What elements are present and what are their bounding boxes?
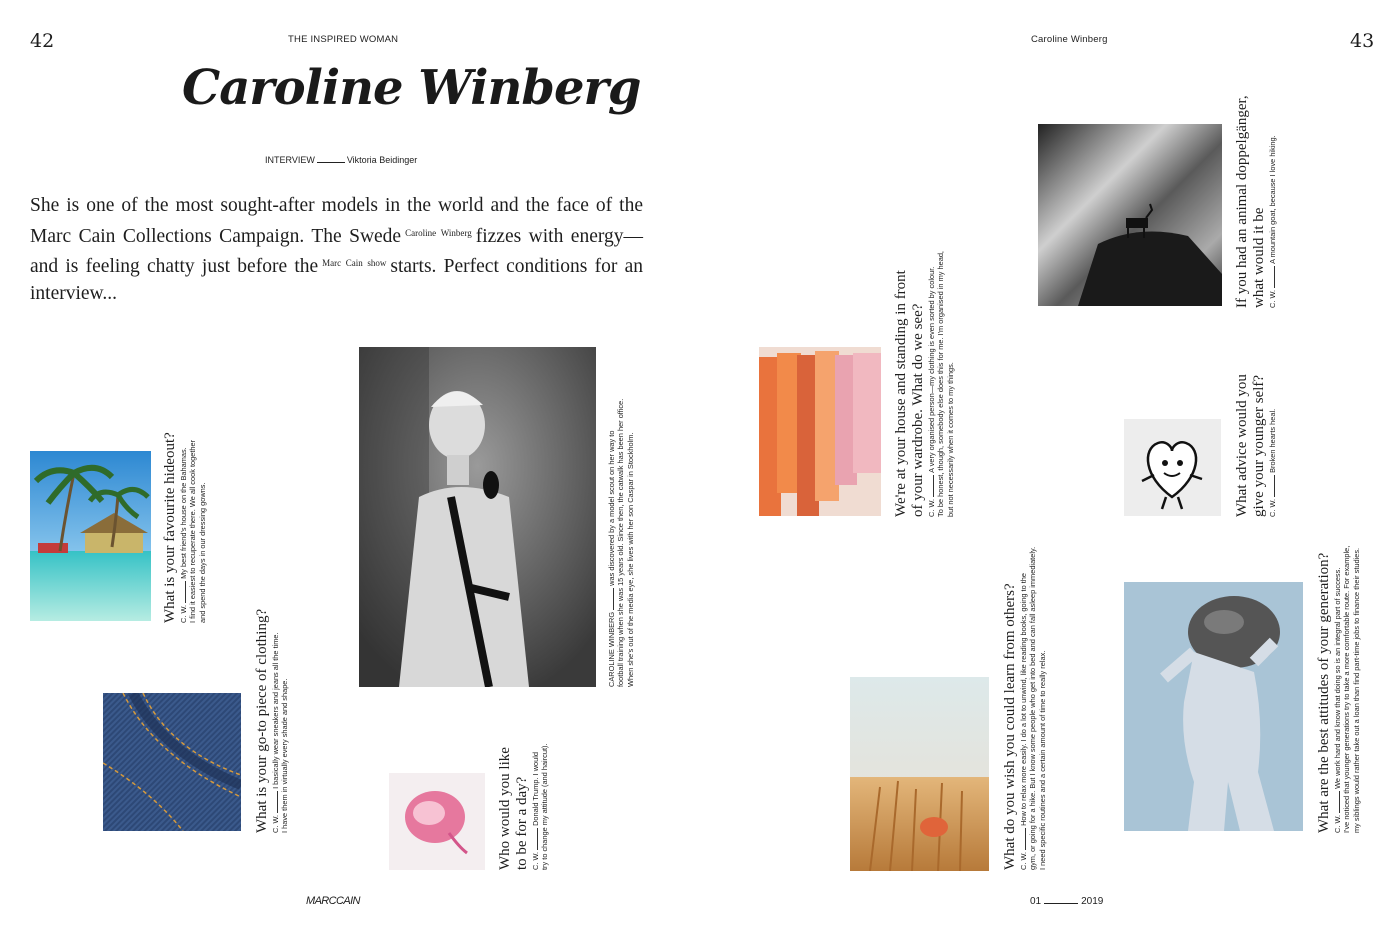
answer-hideout: C. W.My best friend's house on the Bahamas. I find it easiest to recuperate there. We all cook together and spend the days in our dressing gowns. — [179, 439, 207, 623]
credit-name: Viktoria Beidinger — [346, 155, 418, 165]
question-advice-2: give your younger self? — [1251, 374, 1267, 517]
credit-label: INTERVIEW — [265, 155, 315, 165]
answer-animal: C. W.A mountain goat, because I love hiking. — [1268, 135, 1277, 308]
qa-clothing — [254, 609, 290, 833]
article-title: Caroline Winberg — [182, 60, 641, 116]
answer-generation: C. W.We work hard and know that doing so is an integral part of success. I've noticed that younger generations try to take a more comfortable route. For example, my siblings would rather take out a loan than find part-time jobs to finance their studies. — [1333, 545, 1361, 833]
goat-photo — [1038, 124, 1222, 306]
qa-learn — [1002, 547, 1047, 870]
question-hideout: What is your favourite hideout? — [162, 432, 178, 623]
denim-photo — [103, 693, 241, 831]
beach-photo — [30, 451, 151, 621]
lead-annotation-show: Marc Cain show — [322, 258, 387, 268]
portrait-caption: CAROLINE WINBERGwas discovered by a model scout on her way to football training when she was 15 years old. Since then, the catwalk has been her office. When she's out of the media eye, she lives with her son Caspar in Stockholm. — [607, 398, 635, 687]
answer-learn: C. W.How to relax more easily. I do a lot to unwind, like reading books, going to the gym, or going for a hike. But I know some people who get into bed and can fall asleep immediately. I need specific routines and a certain amount of time to really relax. — [1019, 546, 1047, 870]
question-for-a-day-2: to be for a day? — [514, 776, 530, 870]
lead-paragraph: She is one of the most sought-after models in the world and the face of the Marc Cain Collections Campaign. The Swede $^{Caroline Winberg}$ fizzes with energy—and is feeling chatty just before the $^{Marc Cain show}$ starts. Perfect conditions for an interview... — [30, 195, 643, 304]
issue-label: 01 2019 — [1030, 896, 1104, 907]
qa-animal — [1234, 95, 1277, 308]
question-advice-1: What advice would you — [1234, 374, 1250, 517]
question-for-a-day-1: Who would you like — [497, 747, 513, 870]
page-number-left: 42 — [30, 30, 55, 52]
pink-photo — [389, 773, 485, 870]
article-credit — [265, 155, 417, 165]
question-animal-1: If you had an animal doppelgänger, — [1234, 95, 1250, 308]
marc-cain-logo: MARCCAIN — [306, 895, 360, 907]
lead-annotation-name: Caroline Winberg — [405, 227, 472, 238]
wheat-photo — [850, 677, 989, 871]
rock-carrier-photo — [1124, 582, 1303, 831]
heart-cartoon-photo — [1124, 419, 1221, 516]
running-header-right: Caroline Winberg — [1031, 34, 1108, 45]
answer-advice: C. W.Broken hearts heal. — [1268, 408, 1277, 517]
answer-clothing: C. W.I basically wear sneakers and jeans all the time. I have them in virtually every shade and shape. — [271, 632, 290, 833]
qa-hideout — [162, 432, 207, 623]
question-animal-2: what would it be — [1251, 207, 1267, 308]
running-header-left: THE INSPIRED WOMAN — [288, 34, 399, 45]
answer-wardrobe: C. W.A very organised person—my clothing is even sorted by colour. To be honest, though, somebody else does this for me. I'm organised in my head, but not necessarily when it comes to my things. — [927, 251, 955, 517]
portrait-photo — [359, 347, 596, 687]
qa-generation — [1316, 546, 1361, 833]
question-clothing: What is your go-to piece of clothing? — [254, 608, 270, 833]
page-number-right: 43 — [1350, 30, 1375, 52]
question-wardrobe-1: We're at your house and standing in front — [893, 270, 909, 517]
question-wardrobe-2: of your wardrobe. What do we see? — [910, 303, 926, 517]
caption-name: CAROLINE WINBERG — [607, 611, 616, 687]
qa-advice — [1234, 374, 1277, 517]
wardrobe-photo — [759, 347, 881, 516]
question-generation: What are the best attitudes of your generation? — [1316, 552, 1332, 833]
question-learn: What do you wish you could learn from others? — [1002, 583, 1018, 870]
answer-for-a-day: C. W.Donald Trump. I would try to change my attitude (and haircut). — [531, 743, 550, 870]
qa-wardrobe — [893, 251, 955, 517]
qa-for-a-day — [497, 743, 550, 870]
